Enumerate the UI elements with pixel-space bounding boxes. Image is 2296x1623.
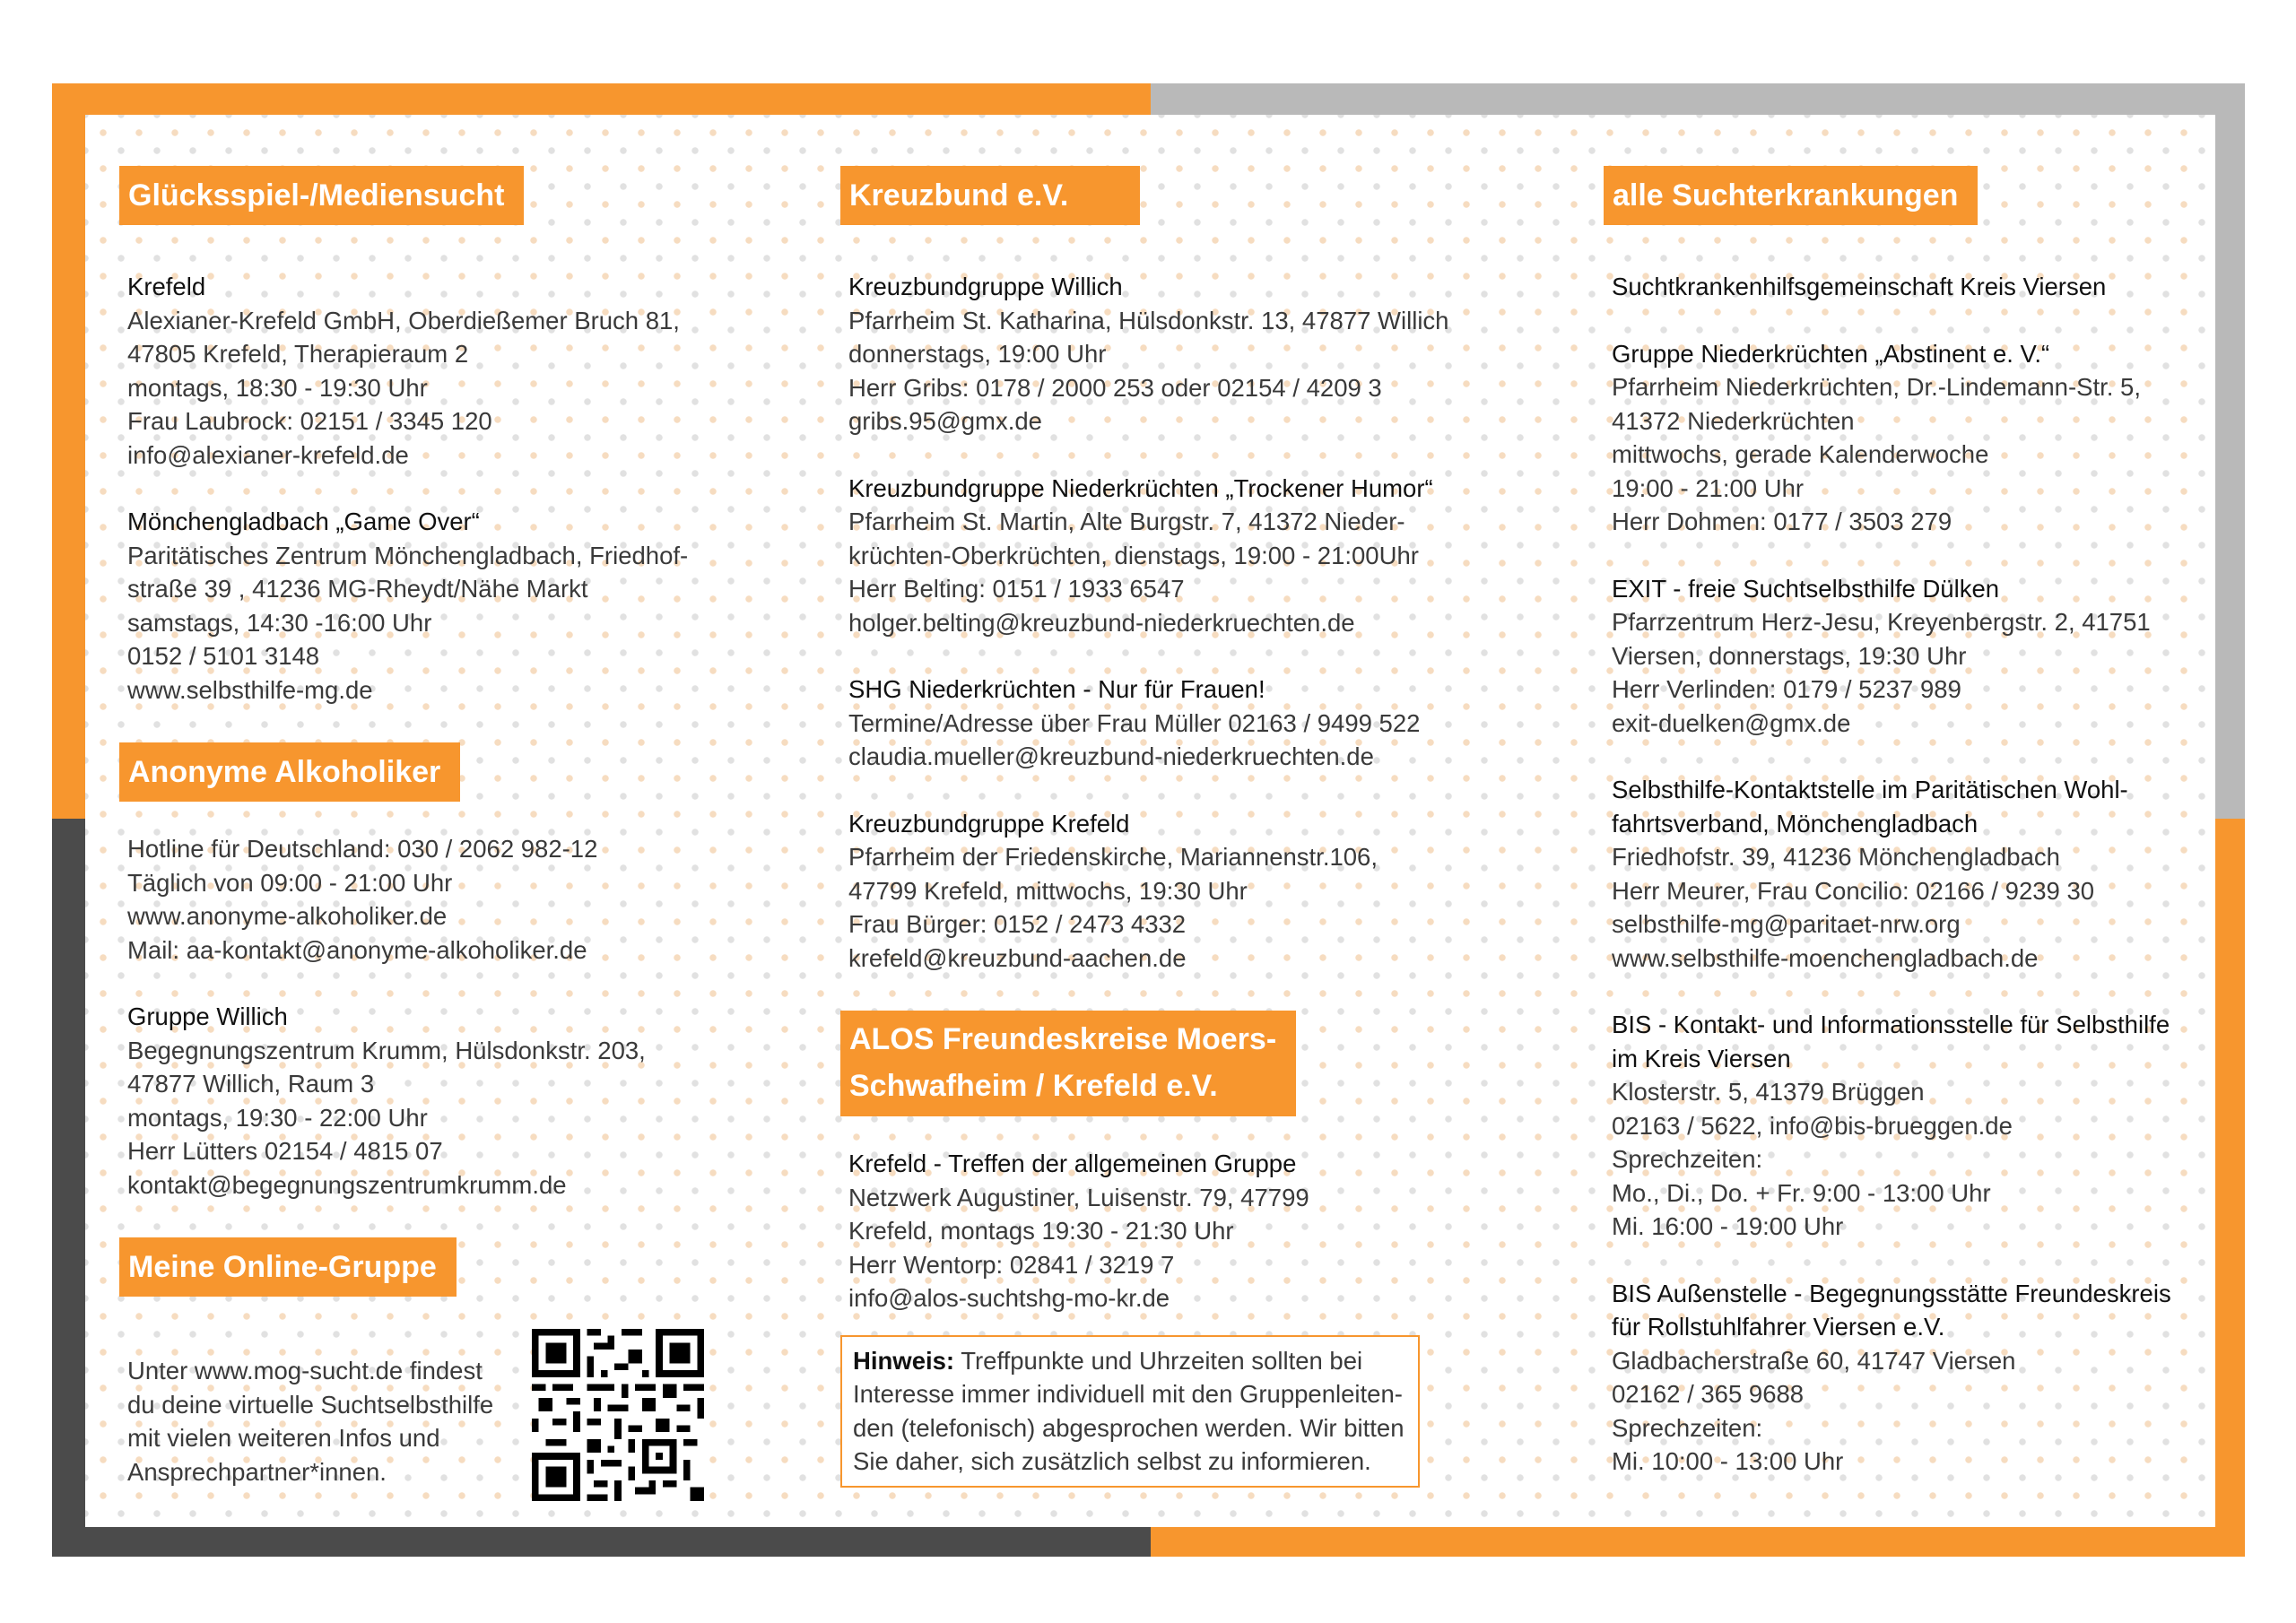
- entry-line: Pfarrheim St. Martin, Alte Burgstr. 7, 41372 Nieder-: [848, 508, 1405, 535]
- entry-aa-hotline: [127, 832, 729, 967]
- entry-email[interactable]: info@alexianer-krefeld.de: [127, 440, 409, 469]
- hint-label: Hinweis:: [853, 1346, 955, 1375]
- frame-right-upper: [2215, 83, 2245, 819]
- entry-title: BIS Außenstelle - Begegnungsstätte Freundeskreis: [1612, 1279, 2171, 1307]
- entry-bis-aussenstelle: [1612, 1277, 2196, 1479]
- entry-line: 47805 Krefeld, Therapieraum 2: [127, 340, 469, 368]
- column-3: [1604, 166, 2196, 1479]
- entry-line: Herr Dohmen: 0177 / 3503 279: [1612, 508, 1952, 535]
- entry-line: Alexianer-Krefeld GmbH, Oberdießemer Bruch 81,: [127, 306, 680, 334]
- entry-title: für Rollstuhlfahrer Viersen e.V.: [1612, 1313, 1945, 1341]
- entry-line: 47799 Krefeld, mittwochs, 19:30 Uhr: [848, 876, 1248, 905]
- section-heading-alle-suchterkrankungen: alle Suchterkrankungen: [1604, 166, 1978, 225]
- entry-line: 41372 Niederkrüchten: [1612, 406, 1855, 435]
- hint-line: den (telefonisch) abgesprochen werden. Wir bitten: [853, 1413, 1405, 1442]
- hint-line: Interesse immer individuell mit den Gruppenleiten-: [853, 1380, 1403, 1408]
- entry-mg-game-over: [127, 505, 729, 707]
- entry-email[interactable]: selbsthilfe-mg@paritaet-nrw.org: [1612, 910, 1961, 938]
- entry-title: Suchtkrankenhilfsgemeinschaft Kreis Viersen: [1612, 273, 2107, 300]
- entry-email[interactable]: kontakt@begegnungszentrumkrumm.de: [127, 1170, 567, 1199]
- entry-kreuzbund-willich: [848, 270, 1468, 438]
- entry-line: straße 39 , 41236 MG-Rheydt/Nähe Markt: [127, 575, 588, 603]
- entry-gruppe-willich: [127, 1000, 729, 1202]
- entry-line: Klosterstr. 5, 41379 Brüggen: [1612, 1078, 1925, 1106]
- entry-title: fahrtsverband, Mönchengladbach: [1612, 809, 1979, 838]
- entry-abstinent: [1612, 337, 2196, 539]
- entry-line: Herr Verlinden: 0179 / 5237 989: [1612, 675, 1961, 703]
- hint-first-line: [853, 1344, 1407, 1378]
- heading-line: Schwafheim / Krefeld e.V.: [849, 1069, 1218, 1103]
- section-heading-alos: [840, 1011, 1296, 1116]
- entry-line: Krefeld, montags 19:30 - 21:30 Uhr: [848, 1217, 1234, 1245]
- entry-line: Herr Meurer, Frau Concilio: 02166 / 9239 30: [1612, 876, 2095, 905]
- online-line: du deine virtuelle Suchtselbsthilfe: [127, 1390, 494, 1419]
- entry-line: Herr Wentorp: 02841 / 3219 7: [848, 1250, 1175, 1279]
- entry-email[interactable]: gribs.95@gmx.de: [848, 407, 1042, 435]
- entry-line: Netzwerk Augustiner, Luisenstr. 79, 47799: [848, 1183, 1309, 1211]
- entry-line: Frau Bürger: 0152 / 2473 4332: [848, 910, 1187, 938]
- qr-code-icon[interactable]: [532, 1329, 704, 1501]
- online-line: Unter www.mog-sucht.de findest: [127, 1357, 483, 1384]
- online-line: Ansprechpartner*innen.: [127, 1457, 387, 1486]
- entry-line: montags, 19:30 - 22:00 Uhr: [127, 1103, 428, 1132]
- entry-title: Mönchengladbach „Game Over“: [127, 508, 480, 535]
- entry-alos-krefeld: [848, 1147, 1468, 1315]
- entry-title: BIS - Kontakt- und Informationsstelle für Selbsthilfe: [1612, 1011, 2170, 1038]
- section-heading-online-gruppe: Meine Online-Gruppe: [119, 1237, 457, 1297]
- entry-line: Hotline für Deutschland: 030 / 2062 982-12: [127, 835, 598, 863]
- entry-title: Gruppe Niederkrüchten „Abstinent e. V.“: [1612, 339, 2050, 368]
- entry-title: Selbsthilfe-Kontaktstelle im Paritätischen Wohl-: [1612, 776, 2128, 803]
- frame-bottom-left: [52, 1527, 1151, 1557]
- frame-right-lower: [2215, 819, 2245, 1557]
- entry-line: 0152 / 5101 3148: [127, 642, 320, 670]
- column-1: [119, 166, 729, 1297]
- entry-email[interactable]: claudia.mueller@kreuzbund-niederkruechten.de: [848, 742, 1374, 770]
- entry-line: Mo., Di., Do. + Fr. 9:00 - 13:00 Uhr: [1612, 1178, 1991, 1207]
- entry-title: Kreuzbundgruppe Krefeld: [848, 809, 1130, 838]
- entry-kreuzbund-krefeld: [848, 807, 1468, 976]
- entry-line: Herr Gribs: 0178 / 2000 253 oder 02154 / 4209 3: [848, 373, 1382, 402]
- heading-line: ALOS Freundeskreise Moers-: [849, 1022, 1277, 1056]
- entry-line: Paritätisches Zentrum Mönchengladbach, Friedhof-: [127, 541, 689, 569]
- entry-kreuzbund-niederkruechten: [848, 472, 1468, 640]
- entry-line: Begegnungszentrum Krumm, Hülsdonkstr. 203,: [127, 1036, 646, 1064]
- entry-title: EXIT - freie Suchtselbsthilfe Dülken: [1612, 574, 2000, 603]
- entry-kontaktstelle-mg: [1612, 773, 2196, 975]
- entry-line: Gladbacherstraße 60, 41747 Viersen: [1612, 1346, 2016, 1375]
- entry-email[interactable]: Mail: aa-kontakt@anonyme-alkoholiker.de: [127, 935, 587, 964]
- entry-line: 19:00 - 21:00 Uhr: [1612, 473, 1805, 502]
- hint-line: Treffpunkte und Uhrzeiten sollten bei: [954, 1346, 1363, 1375]
- entry-shg-frauen: [848, 673, 1468, 774]
- entry-title: im Kreis Viersen: [1612, 1044, 1791, 1072]
- entry-line: mittwochs, gerade Kalenderwoche: [1612, 440, 1989, 468]
- entry-line: Pfarrheim St. Katharina, Hülsdonkstr. 13, 47877 Willich: [848, 306, 1449, 334]
- entry-title: Gruppe Willich: [127, 1002, 288, 1030]
- entry-line: Herr Belting: 0151 / 1933 6547: [848, 575, 1185, 603]
- entry-line: 02162 / 365 9688: [1612, 1380, 1805, 1408]
- section-heading-anonyme-alkoholiker: Anonyme Alkoholiker: [119, 742, 460, 802]
- frame-left-upper: [52, 83, 85, 819]
- entry-email[interactable]: holger.belting@kreuzbund-niederkruechten.de: [848, 608, 1355, 637]
- entry-website[interactable]: www.selbsthilfe-moenchengladbach.de: [1612, 943, 2039, 972]
- entry-title: Kreuzbundgruppe Niederkrüchten „Trockener Humor“: [848, 473, 1433, 502]
- entry-line: Mi. 10:00 - 13:00 Uhr: [1612, 1447, 1844, 1475]
- frame-top-right: [1151, 83, 2245, 115]
- entry-exit-duelken: [1612, 572, 2196, 741]
- entry-line: Sprechzeiten:: [1612, 1413, 1763, 1442]
- section-heading-kreuzbund: Kreuzbund e.V.: [840, 166, 1140, 225]
- frame-top-left: [52, 83, 1151, 115]
- entry-line: Termine/Adresse über Frau Müller 02163 / 9499 522: [848, 708, 1421, 737]
- entry-email[interactable]: krefeld@kreuzbund-aachen.de: [848, 943, 1187, 972]
- entry-title: Krefeld: [127, 273, 206, 300]
- entry-title: Kreuzbundgruppe Willich: [848, 273, 1123, 300]
- entry-line: 02163 / 5622, info@bis-brueggen.de: [1612, 1111, 2013, 1140]
- entry-line: Friedhofstr. 39, 41236 Mönchengladbach: [1612, 843, 2060, 871]
- entry-line: Herr Lütters 02154 / 4815 07: [127, 1137, 443, 1165]
- entry-email[interactable]: info@alos-suchtshg-mo-kr.de: [848, 1284, 1170, 1312]
- entry-line: Viersen, donnerstags, 19:30 Uhr: [1612, 641, 1967, 670]
- hint-line: Sie daher, sich zusätzlich selbst zu informieren.: [853, 1447, 1371, 1475]
- entry-title: Krefeld - Treffen der allgemeinen Gruppe: [848, 1150, 1297, 1177]
- entry-line: samstags, 14:30 -16:00 Uhr: [127, 608, 432, 637]
- entry-line: Sprechzeiten:: [1612, 1145, 1763, 1173]
- section-heading-gluecksspiel: Glücksspiel-/Mediensucht: [119, 166, 524, 225]
- entry-website[interactable]: www.selbsthilfe-mg.de: [127, 675, 373, 704]
- frame-left-lower: [52, 819, 85, 1557]
- online-group-text: [127, 1354, 522, 1488]
- entry-line: Pfarrzentrum Herz-Jesu, Kreyenbergstr. 2, 41751: [1612, 608, 2151, 636]
- entry-line: Pfarrheim der Friedenskirche, Mariannenstr.106,: [848, 843, 1378, 871]
- entry-line: krüchten-Oberkrüchten, dienstags, 19:00 - 21:00Uhr: [848, 541, 1419, 569]
- column-2: [840, 166, 1468, 1488]
- entry-krefeld: [127, 270, 729, 472]
- frame-bottom-right: [1151, 1527, 2245, 1557]
- entry-line: montags, 18:30 - 19:30 Uhr: [127, 373, 428, 402]
- hint-box: [840, 1335, 1420, 1488]
- entry-bis-brueggen: [1612, 1008, 2196, 1244]
- online-line: mit vielen weiteren Infos und: [127, 1424, 440, 1452]
- entry-suchtkrankenhilfsgemeinschaft: [1612, 270, 2196, 304]
- entry-title: SHG Niederkrüchten - Nur für Frauen!: [848, 675, 1265, 703]
- entry-line: donnerstags, 19:00 Uhr: [848, 340, 1107, 368]
- entry-line: Mi. 16:00 - 19:00 Uhr: [1612, 1212, 1844, 1240]
- entry-line: Täglich von 09:00 - 21:00 Uhr: [127, 868, 453, 897]
- entry-email[interactable]: exit-duelken@gmx.de: [1612, 708, 1851, 737]
- entry-line: Frau Laubrock: 02151 / 3345 120: [127, 407, 492, 435]
- entry-line: Pfarrheim Niederkrüchten, Dr.-Lindemann-Str. 5,: [1612, 373, 2141, 401]
- entry-website[interactable]: www.anonyme-alkoholiker.de: [127, 902, 448, 930]
- entry-line: 47877 Willich, Raum 3: [127, 1070, 375, 1098]
